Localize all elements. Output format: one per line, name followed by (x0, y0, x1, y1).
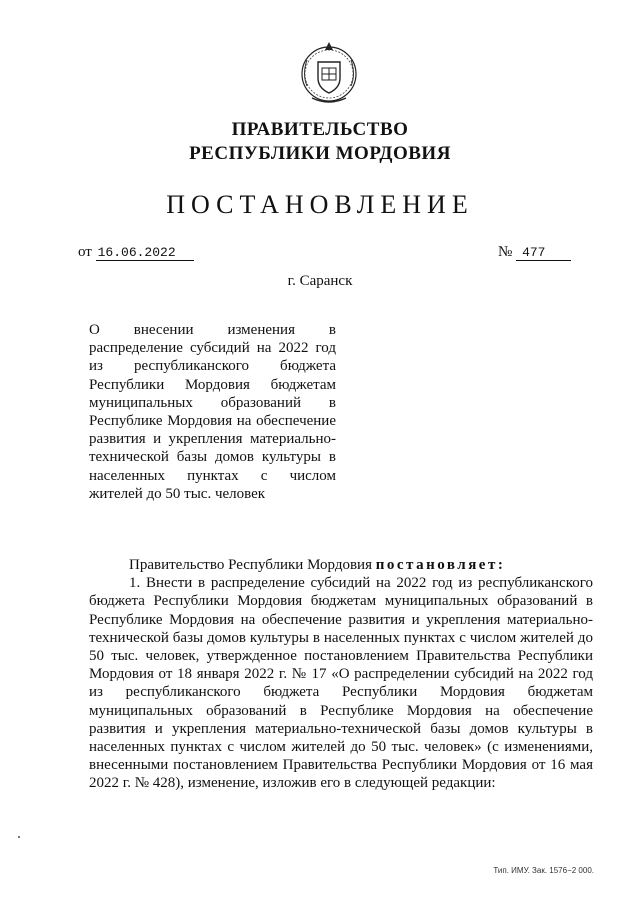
item-1-paragraph: 1. Внести в распределение субсидий на 2022 год из республиканского бюджета Республики Мордовия бюджетам муниципальных образований в Республике Мордовия на обеспечение развития и укрепления материально-технической базы домов культуры в населенных пунктах с числом жителей до 50 тыс. человек, утвержденное постановлением Правительства Республики Мордовия от 18 января 2022 г. № 17 «О распределении субсидий на 2022 год из республиканского бюджета Республики Мордовия бюджетам муниципальных образований в Республике Мордовия на обеспечение развития и укрепления материально-технической базы домов культуры в населенных пунктах с числом жителей до 50 тыс. человек» (с изменениями, внесенными постановлением Правительства Республики Мордовия от 16 мая 2022 г. № 428), изменение, изложив его в следующей редакции: (89, 575, 593, 792)
document-body (89, 556, 593, 793)
document-number-line (498, 244, 571, 261)
intro-paragraph (89, 556, 593, 574)
document-number: 477 (516, 245, 571, 261)
margin-mark (18, 836, 20, 838)
document-date-line (78, 244, 194, 261)
date-prefix: от (78, 244, 92, 260)
document-city: г. Саранск (287, 273, 353, 289)
organization-name-line2: РЕСПУБЛИКИ МОРДОВИЯ (189, 143, 451, 164)
document-type: ПОСТАНОВЛЕНИЕ (166, 190, 474, 219)
print-info: Тип. ИМУ. Зак. 1576−2 000. (493, 866, 594, 875)
intro-text: Правительство Республики Мордовия (129, 557, 376, 573)
resolves-word: постановляет: (375, 557, 506, 573)
number-prefix: № (498, 244, 513, 260)
document-title: О внесении изменения в распределение субсидий на 2022 год из республиканского бюджета Республики Мордовия бюджетам муниципальных образований в Республике Мордовия на обеспечение развития и укрепления материально-технической базы домов культуры в населенных пунктах с числом жителей до 50 тыс. человек (89, 322, 336, 502)
document-date: 16.06.2022 (96, 245, 194, 261)
organization-name: ПРАВИТЕЛЬСТВО (231, 119, 409, 140)
coat-of-arms-icon (298, 38, 360, 108)
